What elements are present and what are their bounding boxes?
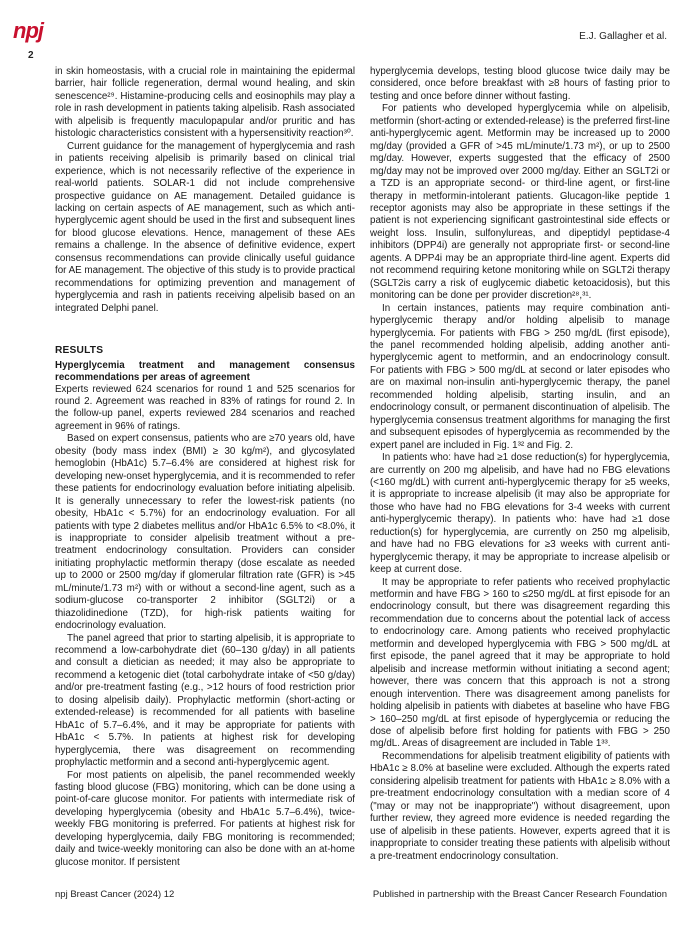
paragraph: Current guidance for the management of hyperglycemia and rash in patients receiving alpelisib is primarily based on clinical trial experience, which is not necessarily reflective of the experience in real-world patients. SOLAR-1 did not include comprehensive prospective guidance on AE management. Detailed guidance is lacking on certain aspects of AE management, such as which anti-hyperglycemic agent should be used in the first and subsequent lines for blood glucose elevations. Hence, management of these AEs remains a challenge. In the absence of definitive evidence, expert consensus recommendations can provide clinically useful guidance for AE management. The objective of this study is to provide practical recommendations for optimizing prevention and management of hyperglycemia and rash in patients receiving alpelisib based on an integrated Delphi panel.	[55, 140, 355, 314]
journal-logo: npj	[13, 18, 43, 43]
paragraph: In patients who: have had ≥1 dose reduction(s) for hyperglycemia, are currently on 200 mg alpelisib, and have had no FBG elevations (<160 mg/dL) with current anti-hyperglycemic therapy for ≥5 weeks, it is appropriate to increase alpelisib (it may also be appropriate for those who have had no FBG elevations for 3-4 weeks with current anti-hyperglycemic therapy). In patients who: have had ≥1 dose reduction(s) for hyperglycemia, are currently on 250 mg alpelisib, and have had no FBG elevations for ≥3 weeks with current anti-hyperglycemic therapy, it may be appropriate to increase alpelisib or keep at current dose.	[370, 452, 670, 576]
paragraph: Based on expert consensus, patients who are ≥70 years old, have obesity (body mass index (BMI) ≥ 30 kg/m²), and glycosylated hemoglobin (HbA1c) 5.7–6.4% are considered at highest risk for developing new-onset hyperglycemia, and it is recommended to refer these patients for endocrinology evaluation before initiating alpelisib. It is generally unnecessary to refer the lowest-risk patients (no obesity, HbA1c < 5.7%) for an endocrinology evaluation. For all patients with type 2 diabetes mellitus and/or HbA1c 6.5% to <8.0%, it is inappropriate to consider alpelisib treatment without a pre-treatment endocrinology consultation. Providers can consider initiating prophylactic metformin therapy (dose escalate as needed up to 2000 or 2500 mg/day if glomerular filtration rate (GFR) is >45 mL/minute/1.73 m²) with or without a second-line agent, such as a sodium-glucose co-transporter 2 inhibitor (SGLT2i) or a thiazolidinedione (TZD), for high-risk patients waiting for endocrinology evaluation.	[55, 433, 355, 632]
paragraph: Experts reviewed 624 scenarios for round 1 and 525 scenarios for round 2. Agreement was reached in 83% of ratings for round 2. In the follow-up panel, experts reviewed 284 scenarios and reached agreement in 96% of ratings.	[55, 383, 355, 432]
left-column	[55, 66, 355, 869]
right-column	[370, 66, 670, 863]
running-header-authors: E.J. Gallagher et al.	[579, 31, 667, 42]
page-number: 2	[28, 50, 34, 61]
paragraph: For most patients on alpelisib, the panel recommended weekly fasting blood glucose (FBG) monitoring, which can be done using a point-of-care glucose monitor. For patients with intermediate risk of developing hyperglycemia (obesity and HbA1c 5.7–6.4%), twice-weekly FBG monitoring is preferred. For patients at highest risk for developing hyperglycemia, daily FBG monitoring is recommended; daily and twice-weekly monitoring can also be done with an at-home glucose monitor. If persistent	[55, 769, 355, 868]
subsection-heading: Hyperglycemia treatment and management consensus recommendations per areas of agreement	[55, 359, 355, 383]
footer-publisher-note: Published in partnership with the Breast Cancer Research Foundation	[372, 889, 667, 900]
paragraph: For patients who developed hyperglycemia while on alpelisib, metformin (short-acting or extended-release) is the preferred first-line anti-hyperglycemic agent. Metformin may be increased up to 2000 mg/day (provided a GFR of >45 mL/minute/1.73 m²), or up to 2500 mg/day. However, experts suggested that the efficacy of 2500 mg/day may not be improved over 2000 mg/day. Either an SGLT2i or a TZD is an appropriate second- or third-line agent, or first-line therapy in metformin-intolerant patients. Glucagon-like peptide 1 receptor agonists may also be appropriate in these settings if the patient is not experiencing significant gastrointestinal side effects or weight loss. Insulin, sulfonylureas, and dipeptidyl peptidase-4 inhibitors (DPP4i) are generally not appropriate first- or second-line agents. A DPP4i may be an appropriate third-line agent. Experts did not recommend requiring ketone monitoring while on SGLT2i therapy (SGLT2is carry a risk of euglycemic diabetic ketoacidosis), but this monitoring can be done per provider discretion²⁸,³¹.	[370, 103, 670, 302]
paragraph: In certain instances, patients may require combination anti-hyperglycemic therapy and/or holding alpelisib to manage hyperglycemia. For patients with FBG > 250 mg/dL (first episode), the panel recommended holding alpelisib, adding another anti-hyperglycemic agent to metformin, and an endocrinology consult. For patients with FBG > 500 mg/dL at second or later episodes who are on maximal non-insulin anti-hyperglycemic therapy, the panel recommended holding alpelisib, starting insulin, and an endocrinology consult, or permanent discontinuation of alpelisib. The hyperglycemia consensus treatment algorithms for managing the first and subsequent episodes of hyperglycemia as recommended by the expert panel are included in Fig. 1³² and Fig. 2.	[370, 302, 670, 451]
paragraph: Recommendations for alpelisib treatment eligibility of patients with HbA1c ≥ 8.0% at baseline were excluded. Although the experts rated considering alpelisib treatment for patients with HbA1c ≥ 8.0% with a pre-treatment endocrinology consultation with a median score of 4 ("may or may not be inappropriate") without disagreement, upon further review, they agreed more evidence is needed regarding the use of alpelisib in these patients. However, experts agreed that it is inappropriate to consider treating these patients with alpelisib without a pre-treatment endocrinology consultation.	[370, 750, 670, 862]
paragraph: hyperglycemia develops, testing blood glucose twice daily may be considered, once before breakfast with ≥8 hours of fasting prior to testing and once before dinner without fasting.	[370, 66, 670, 102]
paragraph: in skin homeostasis, with a crucial role in maintaining the epidermal barrier, hair follicle regeneration, dermal wound healing, and skin senescence²⁹. Histamine-producing cells and eosinophils may play a role in rash development in patients taking alpelisib. Rash associated with alpelisib is frequently maculopapular and/or pruritic and has histologic characteristics consistent with a hypersensitivity reaction³⁰.	[55, 66, 355, 140]
paragraph: It may be appropriate to refer patients who received prophylactic metformin and have FBG > 160 to ≤250 mg/dL at first episode for an endocrinology consult, but there was disagreement regarding this recommendation due to concerns about the potential lack of access to endocrinology care. Among patients who received prophylactic metformin and developed hyperglycemia with FBG > 500 mg/dL at first episode, the panel agreed that it may be appropriate to hold alpelisib and increase metformin without initiating a second agent; however, there was concern that this approach is not a strong enough intervention. There was disagreement among panelists for holding alpelisib in patients with diabetes at baseline who have FBG > 160–250 mg/dL at first episode of hyperglycemia or reducing the dose of alpelisib before first holding for patients with FBG > 250 mg/dL. Areas of disagreement are included in Table 1³³.	[370, 576, 670, 750]
section-heading-results: RESULTS	[55, 345, 104, 357]
paragraph: The panel agreed that prior to starting alpelisib, it is appropriate to recommend a low-carbohydrate diet (60–130 g/day) in all patients and consult a dietician as needed; it may also be appropriate to recommend a ketogenic diet (total carbohydrate intake of <50 g/day) and/or pre-treatment fasting (e.g., >12 hours of food restriction prior to dosing alpelisib daily). Prophylactic metformin (short-acting or extended-release) is recommended for all patients with baseline HbA1c of 5.7–6.4%, and it may be appropriate for patients with HbA1c < 5.7%. In patients at highest risk for developing hyperglycemia, there was disagreement on recommending prophylactic metformin and a second anti-hyperglycemic agent.	[55, 632, 355, 769]
footer-journal-citation: npj Breast Cancer (2024) 12	[55, 889, 175, 900]
